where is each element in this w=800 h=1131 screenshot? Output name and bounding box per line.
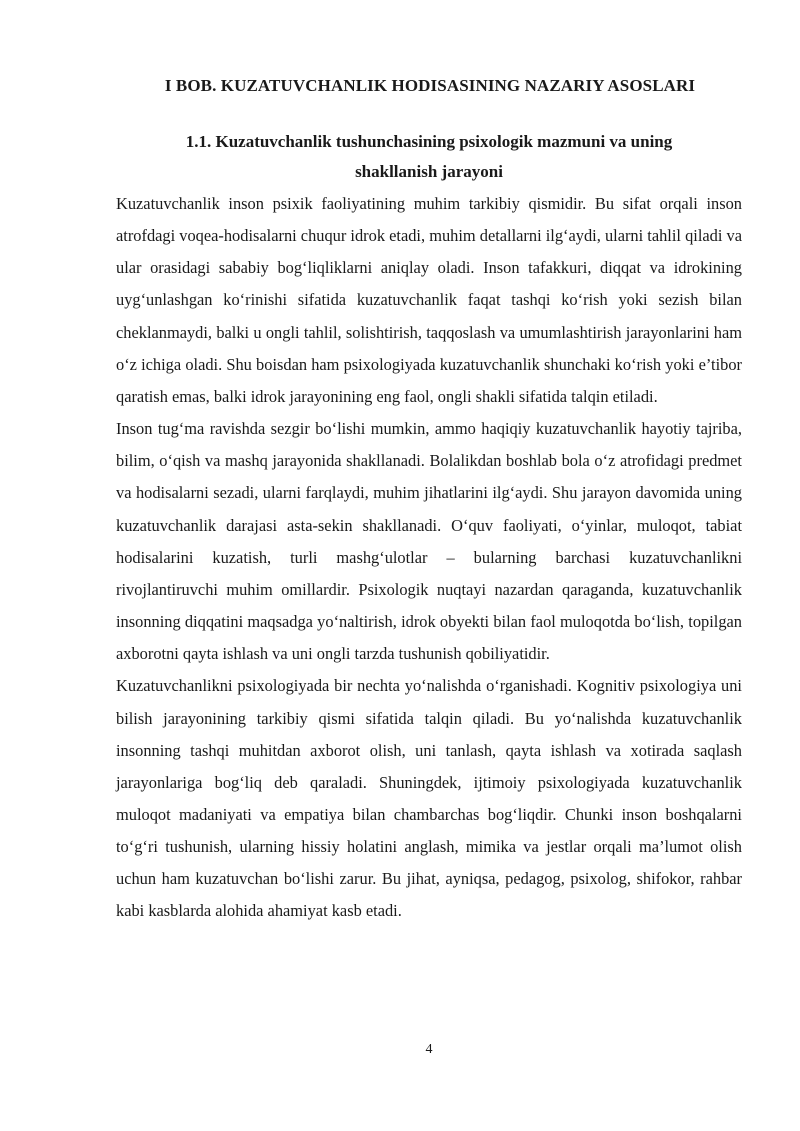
section-title	[116, 127, 742, 187]
page-number: 4	[425, 1042, 433, 1057]
paragraph-3: Kuzatuvchanlikni psixologiyada bir nechta yo‘nalishda o‘rganishadi. Kognitiv psixologiya uni bilish jarayonining tarkibiy qismi sifatida talqin qiladi. Bu yo‘nalishda kuzatuvchanlik insonning tashqi muhitdan axborot olish, uni tanlash, qayta ishlash va xotirada saqlash jarayonlariga bog‘liq deb qaraladi. Shuningdek, ijtimoiy psixologiyada kuzatuvchanlik muloqot madaniyati va empatiya bilan chambarchas bog‘liqdir. Chunki inson boshqalarni to‘g‘ri tushunish, ularning hissiy holatini anglash, mimika va jestlar orqali ma’lumot olish uchun ham kuzatuvchan bo‘lishi zarur. Bu jihat, ayniqsa, pedagog, psixolog, shifokor, rahbar kabi kasblarda alohida ahamiyat kasb etadi.	[116, 676, 742, 921]
paragraph-1: Kuzatuvchanlik inson psixik faoliyatining muhim tarkibiy qismidir. Bu sifat orqali inson atrofdagi voqea-hodisalarni chuqur idrok etadi, muhim detallarni ilg‘aydi, ularni tahlil qiladi va ular orasidagi sababiy bog‘liqliklarni aniqlay oladi. Inson tafakkuri, diqqat va idrokining uyg‘unlashgan ko‘rinishi sifatida kuzatuvchanlik faqat tashqi ko‘rish yoki sezish bilan cheklanmaydi, balki u ongli tahlil, solishtirish, taqqoslash va umumlashtirish jarayonlarini ham o‘z ichiga oladi. Shu boisdan ham psixologiyada kuzatuvchanlik shunchaki ko‘rish yoki e’tibor qaratish emas, balki idrok jarayonining eng faol, ongli shakli sifatida talqin etiladi.	[116, 194, 742, 406]
paragraph-2: Inson tug‘ma ravishda sezgir bo‘lishi mumkin, ammo haqiqiy kuzatuvchanlik hayotiy tajriba, bilim, o‘qish va mashq jarayonida shakllanadi. Bolalikdan boshlab bola o‘z atrofidagi predmet va hodisalarni sezadi, ularni farqlaydi, muhim jihatlarini ilg‘aydi. Shu jarayon davomida uning kuzatuvchanlik darajasi asta-sekin shakllanadi. O‘quv faoliyati, o‘yinlar, muloqot, tabiat hodisalarini kuzatish, turli mashg‘ulotlar – bularning barchasi kuzatuvchanlikni rivojlantiruvchi muhim omillardir. Psixologik nuqtayi nazardan qaraganda, kuzatuvchanlik insonning diqqatini maqsadga yo‘naltirish, idrok obyekti bilan faol muloqotda bo‘lish, topilgan axborotni qayta ishlash va uni ongli tarzda tushunish qobiliyatidir.	[116, 419, 742, 664]
chapter-title: I BOB. KUZATUVCHANLIK HODISASINING NAZARIY ASOSLARI	[164, 76, 696, 95]
body-text	[116, 188, 742, 928]
section-title-line-1: 1.1. Kuzatuvchanlik tushunchasining psixologik mazmuni va uning	[185, 132, 673, 151]
section-title-line-2: shakllanish jarayoni	[355, 162, 503, 181]
